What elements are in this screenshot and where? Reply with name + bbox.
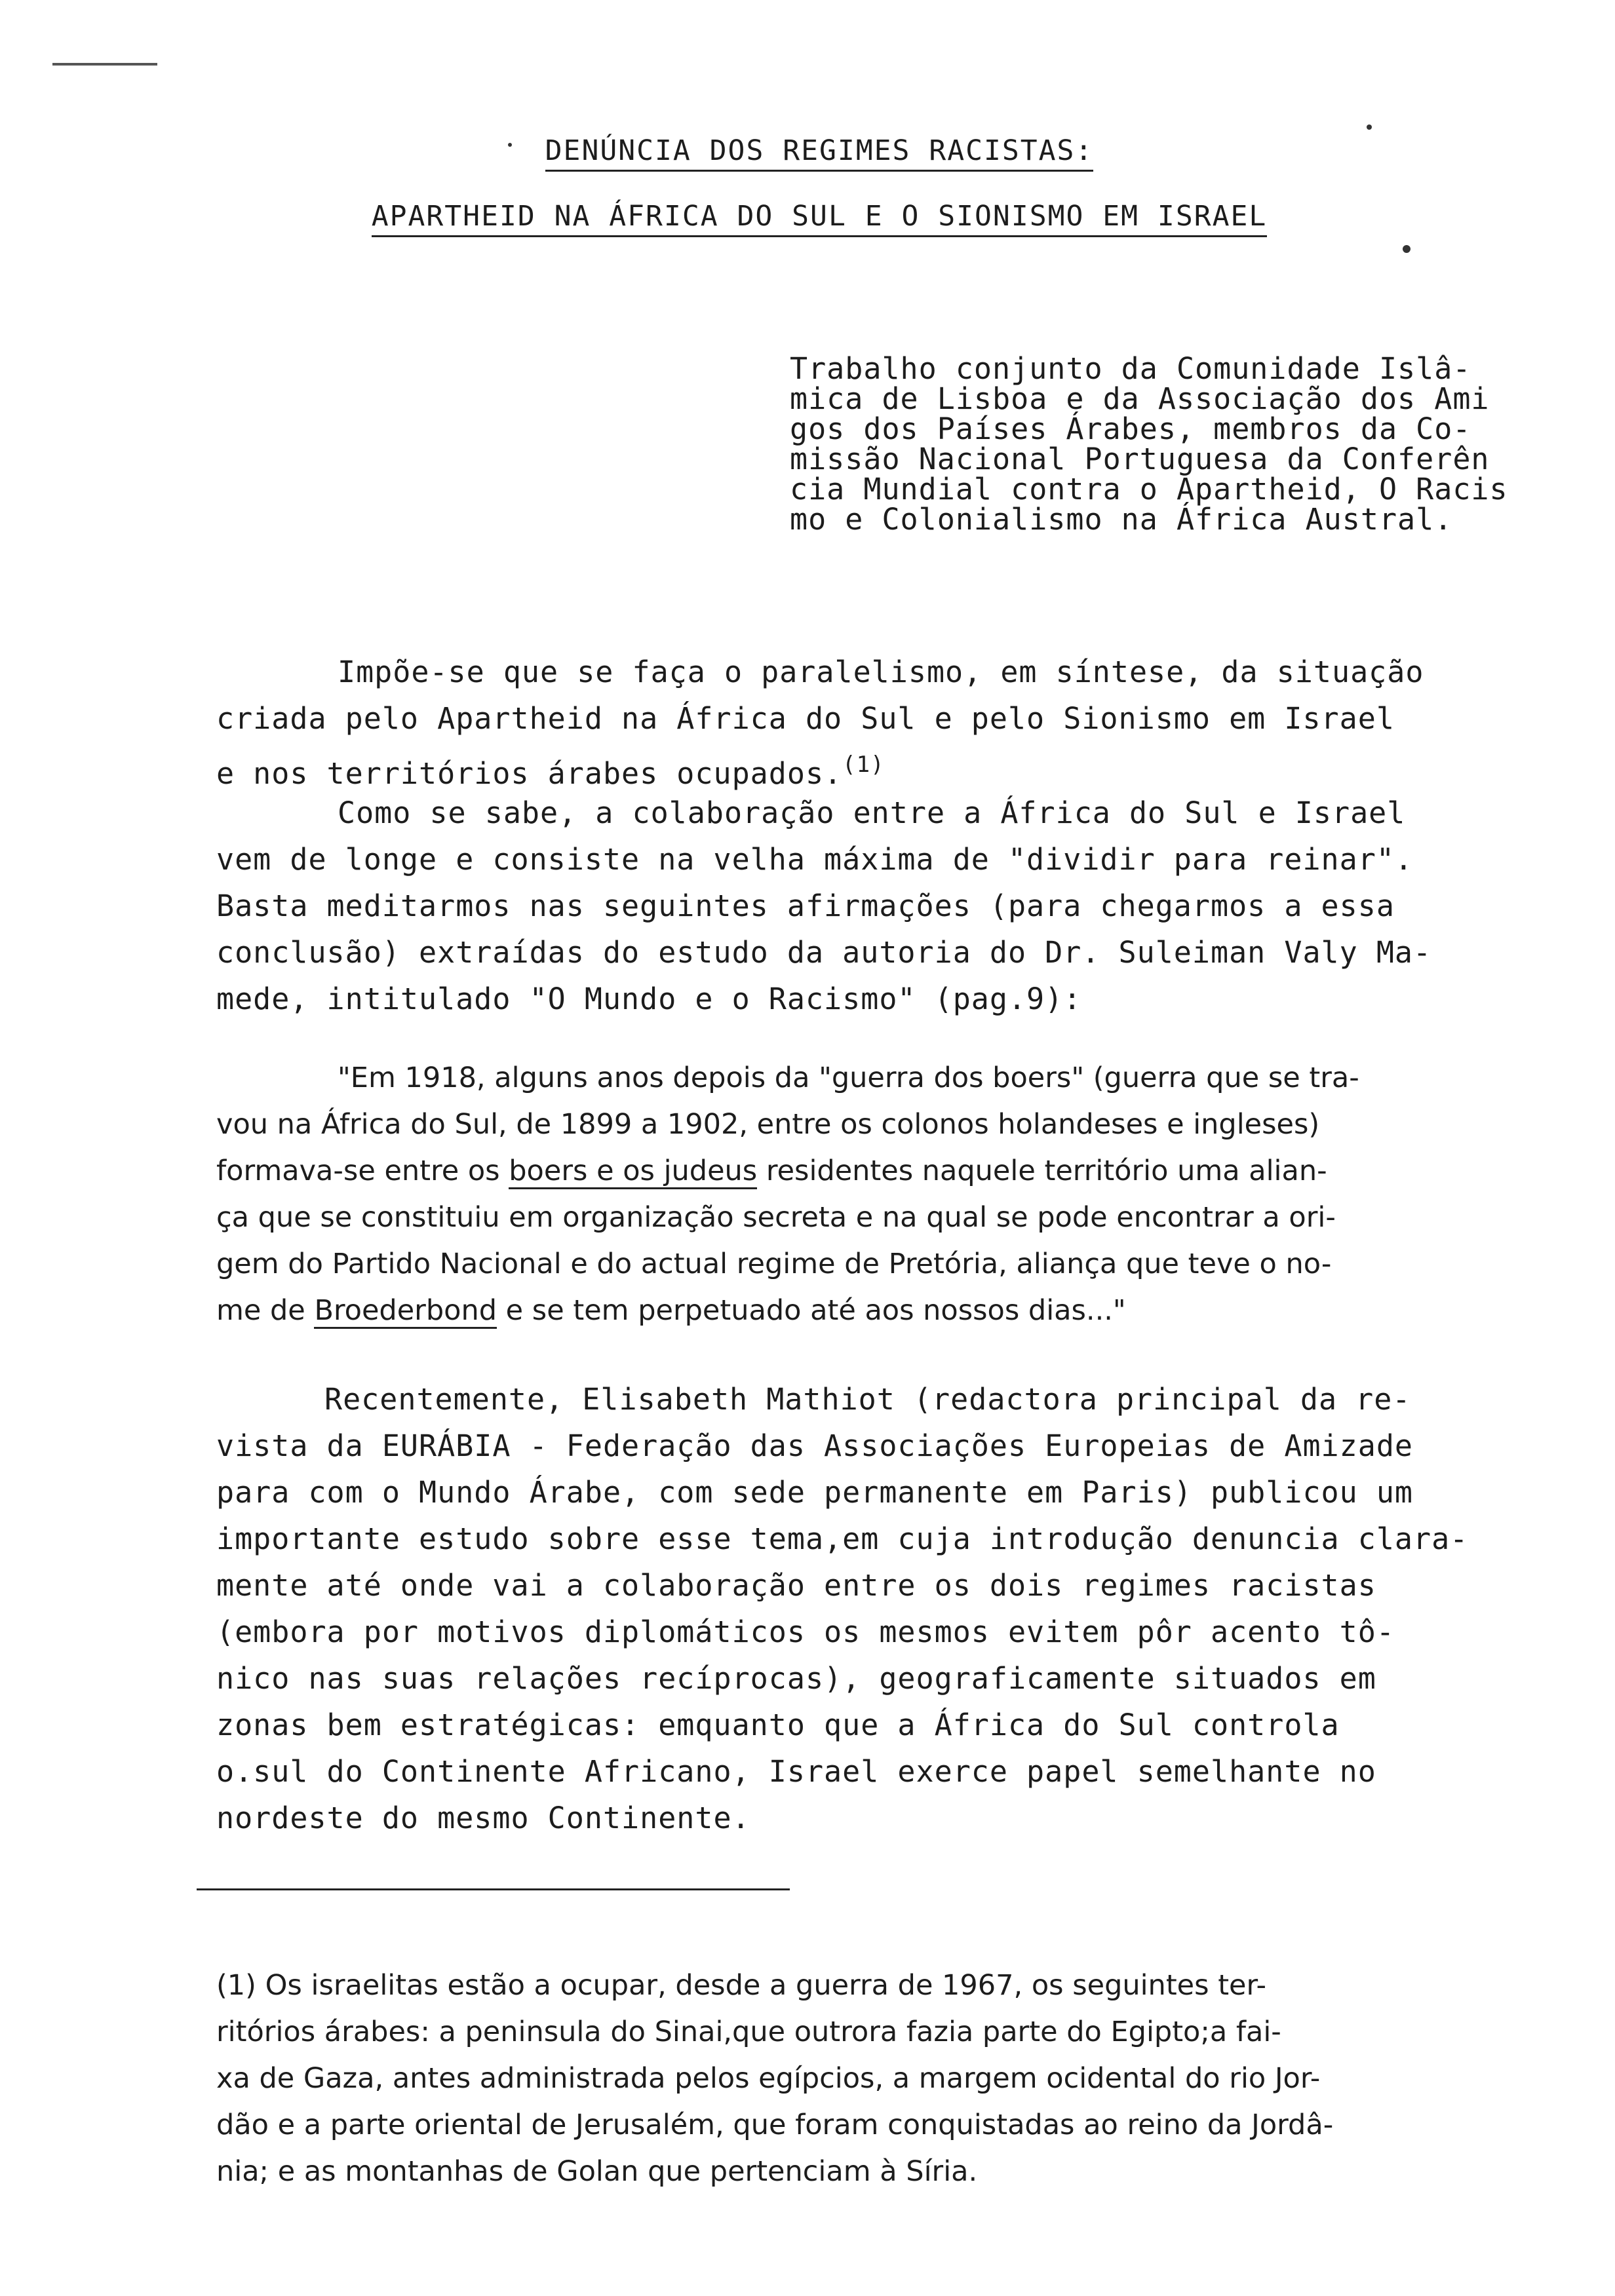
footnote-line: xa de Gaza, antes administrada pelos egípcios, a margem ocidental do rio Jor- (216, 2062, 1321, 2095)
underlined-phrase: boers e os judeus (509, 1155, 757, 1189)
footnote-ref: (1) (842, 752, 885, 778)
paragraph-line: para com o Mundo Árabe, com sede permanente em Paris) publicou um (216, 1475, 1413, 1510)
quote-line: me de Broederbond e se tem perpetuado até aos nossos dias..." (216, 1288, 1501, 1334)
footnote-line: dão e a parte oriental de Jerusalém, que foram conquistadas ao reino da Jordâ- (216, 2109, 1334, 2141)
scan-speck (1367, 124, 1372, 130)
paragraph-line: e nos territórios árabes ocupados.$^{(1)}$ (216, 752, 885, 791)
paragraph-line: criada pelo Apartheid na África do Sul e pelo Sionismo em Israel (216, 701, 1395, 736)
paragraph-line: conclusão) extraídas do estudo da autoria do Dr. Suleiman Valy Ma- (216, 935, 1432, 970)
paragraph-1 (216, 649, 1501, 797)
abstract-line: mica de Lisboa e da Associação dos Ami (790, 381, 1490, 416)
scan-speck (1403, 245, 1411, 253)
paragraph-line: vista da EURÁBIA - Federação das Associações Europeias de Amizade (216, 1428, 1413, 1463)
paragraph-line: mede, intitulado "O Mundo e o Racismo" (pag.9): (216, 982, 1082, 1016)
paragraph-line: vem de longe e consiste na velha máxima de "dividir para reinar". (216, 842, 1413, 877)
paragraph-line: Impõe-se que se faça o paralelismo, em síntese, da situação (338, 655, 1424, 689)
paragraph-line: (embora por motivos diplomáticos os mesmos evitem pôr acento tô- (216, 1615, 1395, 1649)
underlined-phrase: Broederbond (314, 1294, 497, 1329)
abstract-block (790, 351, 1563, 537)
paragraph-line: importante estudo sobre esse tema,em cuja introdução denuncia clara- (216, 1521, 1469, 1556)
footnote (216, 1962, 1501, 2195)
document-title-line-1: DENÚNCIA DOS REGIMES RACISTAS: (328, 134, 1311, 167)
footnote-line: ritórios árabes: a peninsula do Sinai,que outrora fazia parte do Egipto;a fai- (216, 2016, 1281, 2048)
footnote-line: nia; e as montanhas de Golan que pertenciam à Síria. (216, 2155, 978, 2188)
document-title-line-2: APARTHEID NA ÁFRICA DO SUL E O SIONISMO EM ISRAEL (328, 200, 1311, 233)
footnote-separator (197, 1888, 790, 1890)
paragraph-line: zonas bem estratégicas: emquanto que a África do Sul controla (216, 1708, 1340, 1742)
quote-line: ça que se constituiu em organização secreta e na qual se pode encontrar a ori- (216, 1201, 1336, 1234)
abstract-line: cia Mundial contra o Apartheid, O Racis (790, 472, 1508, 507)
paragraph-line: Recentemente, Elisabeth Mathiot (redactora principal da re- (324, 1382, 1411, 1417)
quote-line: formava-se entre os boers e os judeus residentes naquele território uma alian- (216, 1148, 1501, 1195)
paragraph-line: o.sul do Continente Africano, Israel exerce papel semelhante no (216, 1754, 1376, 1789)
quotation (216, 1055, 1501, 1334)
abstract-line: Trabalho conjunto da Comunidade Islâ- (790, 351, 1471, 386)
abstract-line: mo e Colonialismo na África Austral. (790, 502, 1453, 537)
paragraph-line: Como se sabe, a colaboração entre a África do Sul e Israel (338, 795, 1406, 830)
abstract-line: gos dos Países Árabes, membros da Co- (790, 411, 1471, 446)
quote-line: vou na África do Sul, de 1899 a 1902, entre os colonos holandeses e ingleses) (216, 1108, 1320, 1141)
paragraph-line: Basta meditarmos nas seguintes afirmações (para chegarmos a essa (216, 889, 1395, 923)
paragraph-line: mente até onde vai a colaboração entre os dois regimes racistas (216, 1568, 1376, 1603)
abstract-line: missão Nacional Portuguesa da Conferên (790, 442, 1490, 476)
quote-line: gem do Partido Nacional e do actual regime de Pretória, aliança que teve o no- (216, 1248, 1332, 1280)
paragraph-line: nico nas suas relações recíprocas), geograficamente situados em (216, 1661, 1376, 1696)
scan-mark-top-left (52, 63, 157, 66)
footnote-line: (1) Os israelitas estão a ocupar, desde a guerra de 1967, os seguintes ter- (216, 1969, 1266, 2002)
paragraph-line: nordeste do mesmo Continente. (216, 1801, 750, 1835)
quote-line: "Em 1918, alguns anos depois da "guerra dos boers" (guerra que se tra- (338, 1062, 1359, 1094)
paragraph-2 (216, 790, 1501, 1022)
paragraph-3 (216, 1376, 1501, 1841)
